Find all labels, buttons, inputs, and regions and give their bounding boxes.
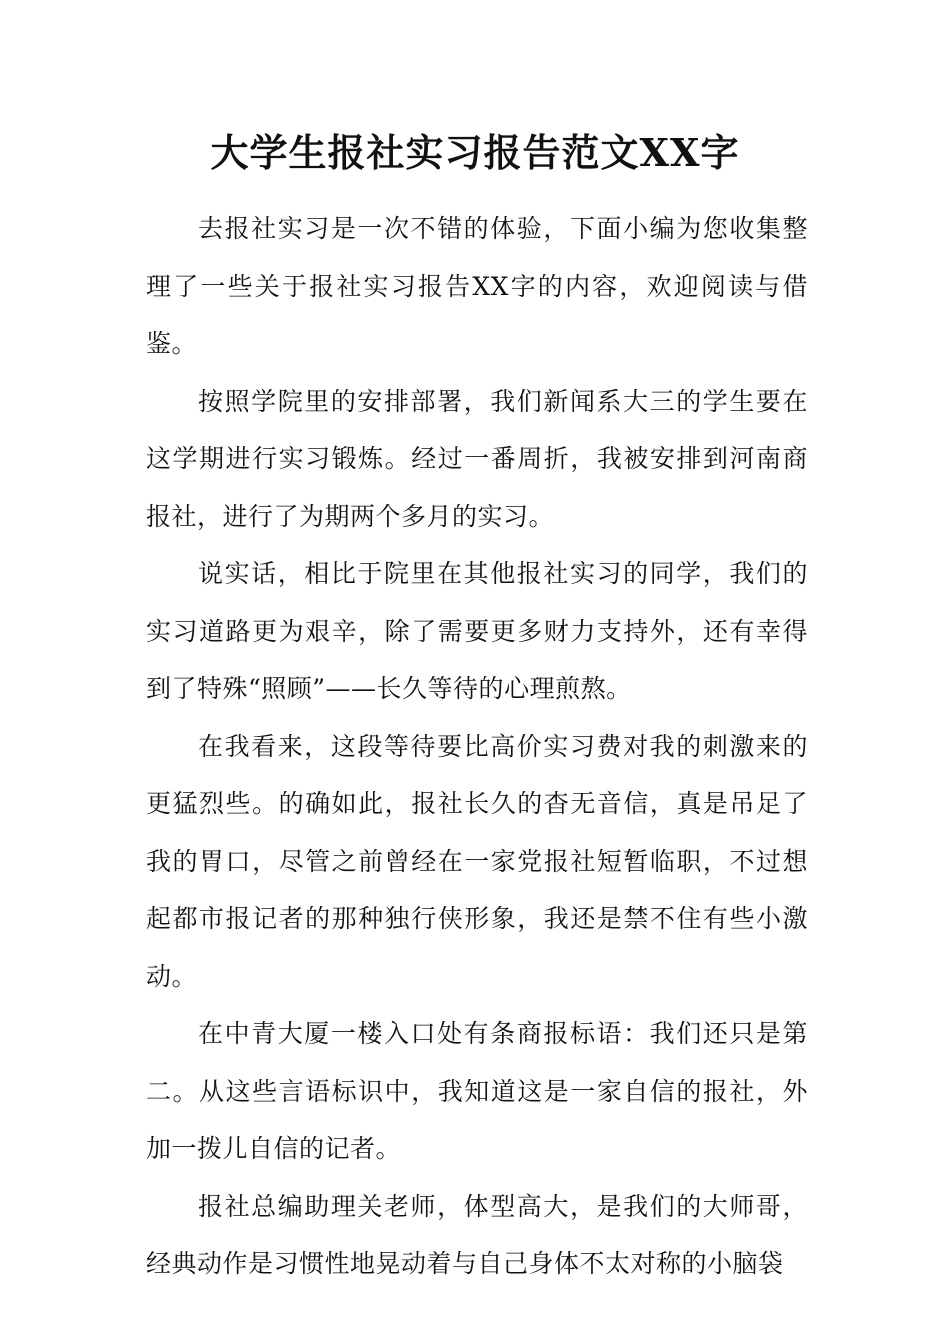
paragraph-honestly: 说实话，相比于院里在其他报社实习的同学，我们的实习道路更为艰辛，除了需要更多财力支持外，还有幸得到了特殊“照顾”——长久等待的心理煎熬。 [146,559,808,703]
paragraph-arrangement: 按照学院里的安排部署，我们新闻系大三的学生要在这学期进行实习锻炼。经过一番周折，我被安排到河南商报社，进行了为期两个多月的实习。 [146,386,808,531]
paragraph-editor: 报社总编助理关老师，体型高大，是我们的大师哥，经典动作是习惯性地晃动着与自己身体不太对称的小脑袋 [146,1191,808,1278]
paragraph-waiting: 在我看来，这段等待要比高价实习费对我的刺激来的更猛烈些。的确如此，报社长久的杳无音信，真是吊足了我的胃口，尽管之前曾经在一家党报社短暂临职，不过想起都市报记者的那种独行侠形象，我还是禁不住有些小激动。 [146,731,808,991]
document-title: 大学生报社实习报告范文XX字 [210,130,740,175]
paragraph-slogan: 在中青大厦一楼入口处有条商报标语：我们还只是第二。从这些言语标识中，我知道这是一家自信的报社，外加一拨儿自信的记者。 [146,1019,808,1163]
document-body [146,200,808,1293]
paragraph-intro: 去报社实习是一次不错的体验，下面小编为您收集整理了一些关于报社实习报告XX字的内容，欢迎阅读与借鉴。 [146,214,808,358]
